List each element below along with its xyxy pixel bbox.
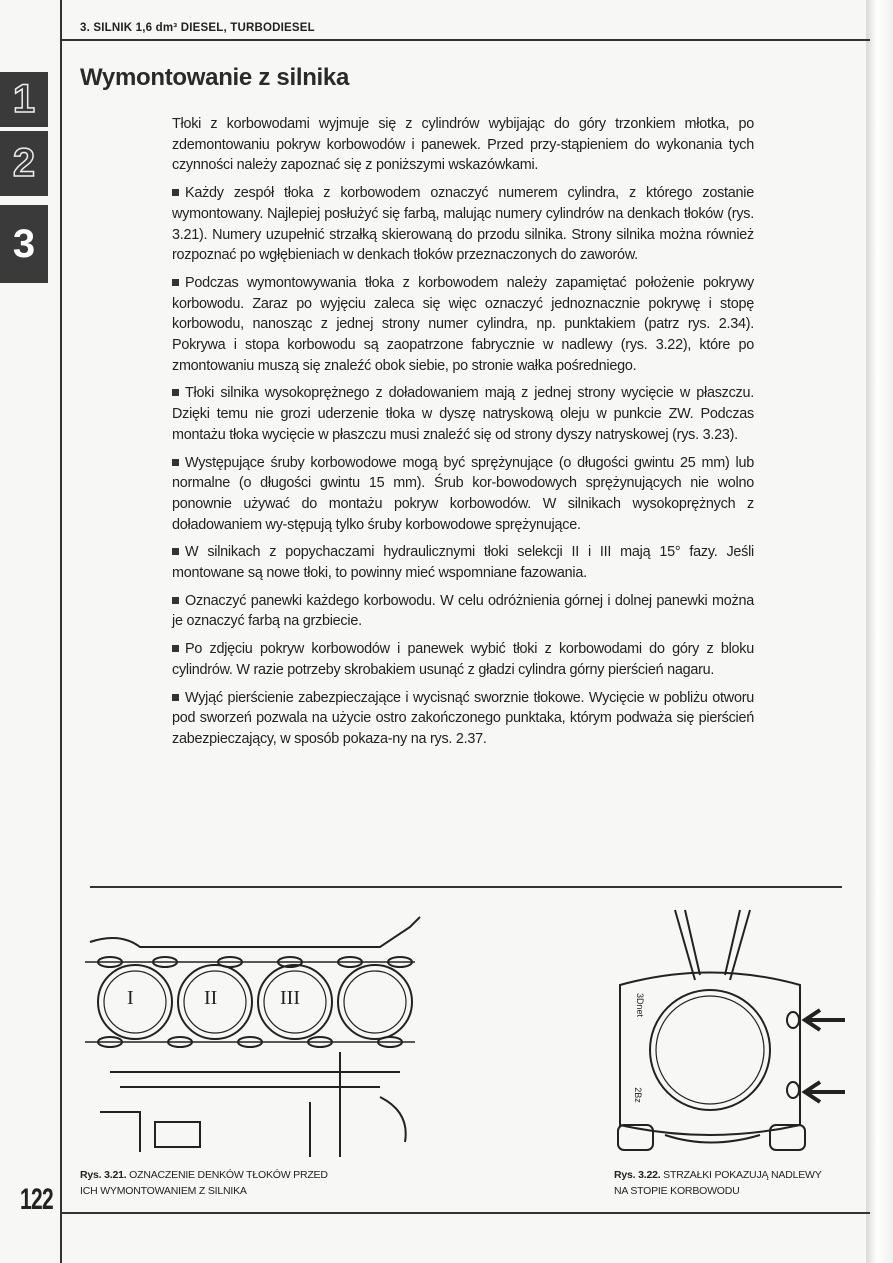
figure-3-21-caption (80, 1167, 328, 1199)
body-text (172, 114, 754, 757)
intro-paragraph (172, 114, 754, 176)
paragraph-text: Po zdjęciu pokryw korbowodów i panewek wybić tłoki z korbowodami do góry z bloku cylindrów. W razie potrzeby skrobakiem usunąć z gładzi cylindra górny pierścień nagaru. (172, 641, 754, 678)
paragraph-text: Oznaczyć panewki każdego korbowodu. W celu odróżnienia górnej i dolnej panewki można je oznaczyć farbą na grzbiecie. (172, 592, 754, 630)
paragraph-text: Podczas wymontowywania tłoka z korbowodem należy zapamiętać położenie pokrywy korbowodu. Zaraz po wyjęciu zaleca się więc oznaczyć jednoznacznie pokrywę i stopę korbowodu, nanosząc z jednej strony numer cylindra, np. punktakiem (patrz rys. 2.34). Pokrywa i stopa korbowodu są zaopatrzone fabrycznie w nadlewy (rys. 3.22), które po zmontowaniu muszą się znaleźć obok siebie, po stronie wałka pośredniego. (172, 274, 754, 374)
chapter-tab-3-active: 3 (0, 205, 48, 283)
running-header: 3. SILNIK 1,6 dm³ DIESEL, TURBODIESEL (80, 22, 315, 34)
bullet-paragraph (172, 542, 754, 583)
paragraph-text: Występujące śruby korbowodowe mogą być sprężynujące (o długości gwintu 25 mm) lub normalne (o długości gwintu 15 mm). Śrub kor-bowodowych sprężynujących nie wolno ponownie używać do montażu pokryw korbowodów. W silnikach wysokoprężnych z doładowaniem wy-stępują tylko śruby korbowodowe sprężynujące. (172, 454, 754, 533)
figure-3-21-engine-block (80, 912, 425, 1162)
piston-label-3: III (280, 987, 300, 1009)
bullet-paragraph (172, 273, 754, 377)
caption-line: NA STOPIE KORBOWODU (614, 1185, 740, 1197)
paragraph-text: Każdy zespół tłoka z korbowodem oznaczyć numerem cylindra, z którego zostanie wymontowany. Najlepiej posłużyć się farbą, malując numery cylindrów na denkach tłoków (rys. 3.21). Numery uzupełnić strzałką skierowaną do przodu silnika. Strony silnika można również rozpoznać po wgłębieniach w denkach tłoków przeznaczonych do zaworów. (172, 185, 754, 264)
paragraph-text: Tłoki silnika wysokoprężnego z doładowaniem mają z jednej strony wycięcie w płaszczu. Dzięki temu nie grozi uderzenie tłoka w dyszę natryskową oleju w punkcie ZW. Podczas montażu tłoka wycięcie w płaszczu musi znaleźć się od strony dyszy natryskowej (rys. 3.23). (172, 385, 754, 443)
caption-line: ICH WYMONTOWANIEM Z SILNIKA (80, 1185, 247, 1197)
square-bullet-icon (172, 389, 179, 396)
piston-label-1: I (127, 987, 134, 1009)
chapter-tab-1: 1 (0, 72, 48, 127)
square-bullet-icon (172, 459, 179, 466)
bullet-paragraph (172, 688, 754, 750)
bullet-paragraph (172, 183, 754, 266)
figure-number: Rys. 3.22. (614, 1169, 661, 1181)
section-title: Wymontowanie z silnika (80, 64, 350, 91)
bullet-paragraph (172, 639, 754, 680)
bullet-paragraph (172, 591, 754, 632)
margin-rule (60, 0, 62, 1263)
paragraph-text: Tłoki z korbowodami wyjmuje się z cylindrów wybijając do góry trzonkiem młotka, po zdemontowaniu pokryw korbowodów i panewek. Przed przy-stąpieniem do wykonania tych czynności należy zapoznać się z poniższymi wskazówkami. (172, 116, 754, 174)
caption-line: STRZAŁKI POKAZUJĄ NADLEWY (663, 1169, 822, 1181)
figure-3-22-caption (614, 1167, 822, 1199)
square-bullet-icon (172, 597, 179, 604)
paragraph-text: W silnikach z popychaczami hydraulicznymi tłoki selekcji II i III mają 15° fazy. Jeśli montowane są nowe tłoki, to powinny mieć wspomniane fazowania. (172, 544, 754, 582)
page-number: 122 (20, 1183, 53, 1216)
square-bullet-icon (172, 548, 179, 555)
bullet-paragraph (172, 453, 754, 536)
figure-rule (90, 886, 842, 888)
chapter-tab-2: 2 (0, 131, 48, 196)
rod-mark-lower: 2Bz (632, 1087, 643, 1103)
square-bullet-icon (172, 645, 179, 652)
paragraph-text: Wyjąć pierścienie zabezpieczające i wycisnąć sworznie tłokowe. Wycięcie w pobliżu otworu pod sworzeń pozwala na użycie ostro zakończonego punktaka, którym podważa się pierścień zabezpieczający, w sposób pokaza-ny na rys. 2.37. (172, 689, 754, 747)
figure-number: Rys. 3.21. (80, 1169, 127, 1181)
rod-mark-upper: 3Dnet (635, 992, 646, 1018)
page-edge-shadow (866, 0, 893, 1263)
valve-pockets (98, 957, 412, 1047)
square-bullet-icon (172, 189, 179, 196)
figure-3-22-connecting-rod (590, 900, 850, 1162)
footer-rule (60, 1212, 870, 1214)
caption-line: OZNACZENIE DENKÓW TŁOKÓW PRZED (129, 1169, 328, 1181)
piston-label-2: II (204, 987, 218, 1009)
header-rule (60, 39, 870, 41)
square-bullet-icon (172, 694, 179, 701)
square-bullet-icon (172, 279, 179, 286)
bullet-paragraph (172, 383, 754, 445)
